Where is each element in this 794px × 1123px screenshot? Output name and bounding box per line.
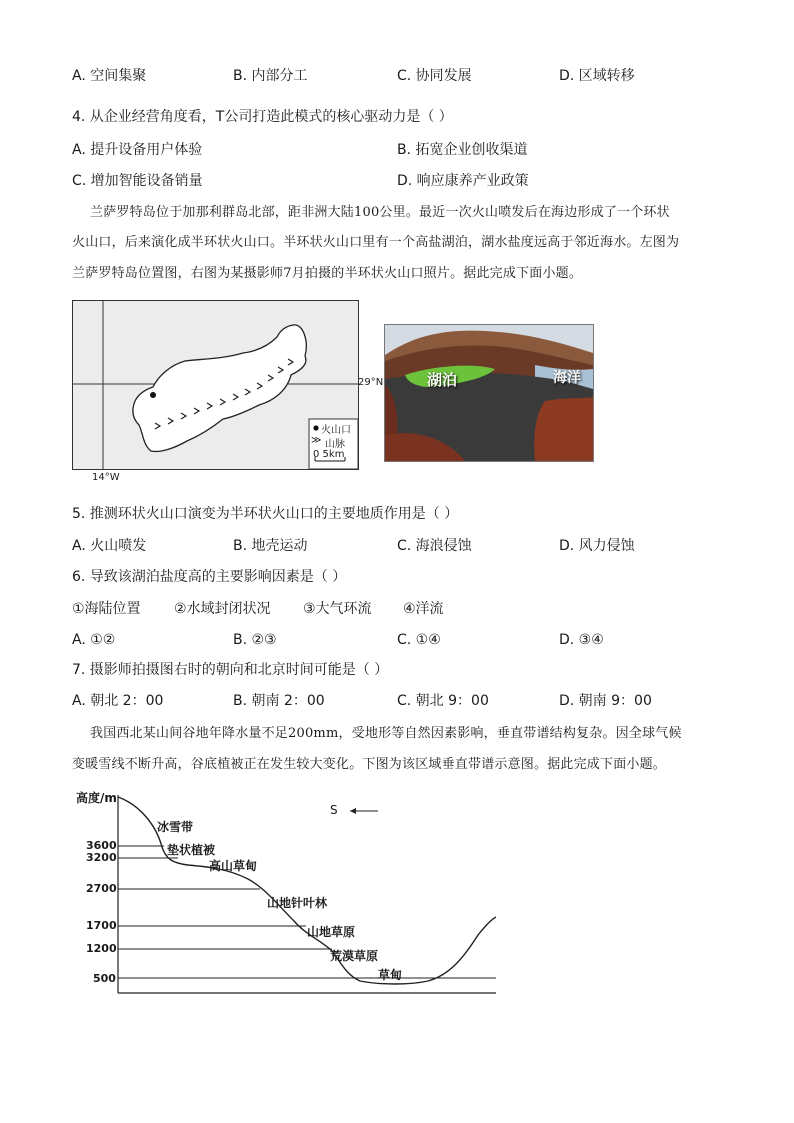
legend-scale-label: 0 5km [313, 449, 345, 460]
passage1-line2: 火山口，后来演化成半环状火山口。半环状火山口里有一个高盐湖泊，湖水盐度远高于邻近海水。左图为 [72, 235, 680, 250]
q4-option-c: C. 增加智能设备销量 [72, 173, 203, 189]
q3-option-a: A. 空间集聚 [72, 68, 147, 84]
crater-photo [384, 324, 594, 462]
q6-option-c: C. ①④ [397, 632, 441, 648]
q3-option-d: D. 区域转移 [559, 68, 635, 84]
q4-option-b: B. 拓宽企业创收渠道 [397, 142, 528, 158]
q4-option-a: A. 提升设备用户体验 [72, 142, 203, 158]
q6-factor-4: ④洋流 [403, 601, 444, 617]
q3-option-b: B. 内部分工 [233, 68, 308, 84]
belt-mountain-steppe: 山地草原 [307, 925, 356, 939]
q5-stem: 5. 推测环状火山口演变为半环状火山口的主要地质作用是（ ） [72, 506, 459, 522]
q5-option-a: A. 火山喷发 [72, 538, 147, 554]
q7-option-b: B. 朝南 2：00 [233, 693, 325, 709]
q6-option-b: B. ②③ [233, 632, 277, 648]
belt-cushion-vegetation: 垫状植被 [167, 843, 216, 857]
legend-volcano-label: 火山口 [321, 425, 351, 436]
belt-alpine-meadow: 高山草甸 [209, 859, 258, 873]
q6-factor-2: ②水域封闭状况 [174, 601, 271, 617]
direction-label: S [330, 803, 338, 817]
q6-stem: 6. 导致该湖泊盐度高的主要影响因素是（ ） [72, 569, 347, 585]
tick-2700: 2700 [86, 882, 117, 895]
belt-coniferous-forest: 山地针叶林 [267, 896, 328, 910]
q4-stem: 4. 从企业经营角度看，T公司打造此模式的核心驱动力是（ ） [72, 109, 453, 125]
tick-3600: 3600 [86, 839, 117, 852]
longitude-label: 14°W [92, 472, 120, 483]
vertical-zonation-diagram [60, 785, 510, 1000]
tick-1200: 1200 [86, 942, 117, 955]
passage2-line1: 我国西北某山间谷地年降水量不足200mm，受地形等自然因素影响，垂直带谱结构复杂。因全球气候 [90, 726, 682, 741]
belt-desert-steppe: 荒漠草原 [330, 949, 379, 963]
belt-ice-snow: 冰雪带 [157, 820, 194, 834]
island-shape [133, 325, 306, 452]
zonation-svg [60, 785, 510, 1000]
q5-option-d: D. 风力侵蚀 [559, 538, 635, 554]
q6-factor-1: ①海陆位置 [72, 601, 141, 617]
q7-option-c: C. 朝北 9：00 [397, 693, 489, 709]
q7-stem: 7. 摄影师拍摄图右时的朝向和北京时间可能是（ ） [72, 662, 389, 678]
q7-option-a: A. 朝北 2：00 [72, 693, 164, 709]
zonation-ylabel: 高度/m [76, 791, 117, 805]
island-location-map [72, 300, 359, 470]
crater-photo-svg [385, 325, 593, 461]
q3-option-c: C. 协同发展 [397, 68, 472, 84]
volcano-crater-marker [150, 392, 156, 398]
passage1-line3: 兰萨罗特岛位置图，右图为某摄影师7月拍摄的半环状火山口照片。据此完成下面小题。 [72, 266, 583, 281]
tick-1700: 1700 [86, 919, 117, 932]
tick-500: 500 [93, 972, 116, 985]
legend-mountain-symbol: ≫ [311, 435, 322, 446]
photo-ocean-label: 海洋 [553, 370, 581, 386]
q7-option-d: D. 朝南 9：00 [559, 693, 652, 709]
q6-factor-3: ③大气环流 [303, 601, 372, 617]
q5-option-b: B. 地壳运动 [233, 538, 308, 554]
tick-3200: 3200 [86, 851, 117, 864]
q6-option-d: D. ③④ [559, 632, 604, 648]
passage1-line1: 兰萨罗特岛位于加那利群岛北部，距非洲大陆100公里。最近一次火山喷发后在海边形成了一个环状 [90, 205, 670, 220]
q4-option-d: D. 响应康养产业政策 [397, 173, 529, 189]
q6-option-a: A. ①② [72, 632, 116, 648]
latitude-label: 29°N [358, 377, 384, 388]
q5-option-c: C. 海浪侵蚀 [397, 538, 472, 554]
photo-lake-label: 湖泊 [427, 371, 458, 389]
legend-mountain-label: 山脉 [325, 439, 345, 450]
passage2-line2: 变暖雪线不断升高，谷底植被正在发生较大变化。下图为该区域垂直带谱示意图。据此完成下面小题。 [72, 757, 667, 772]
belt-meadow: 草甸 [378, 968, 403, 982]
